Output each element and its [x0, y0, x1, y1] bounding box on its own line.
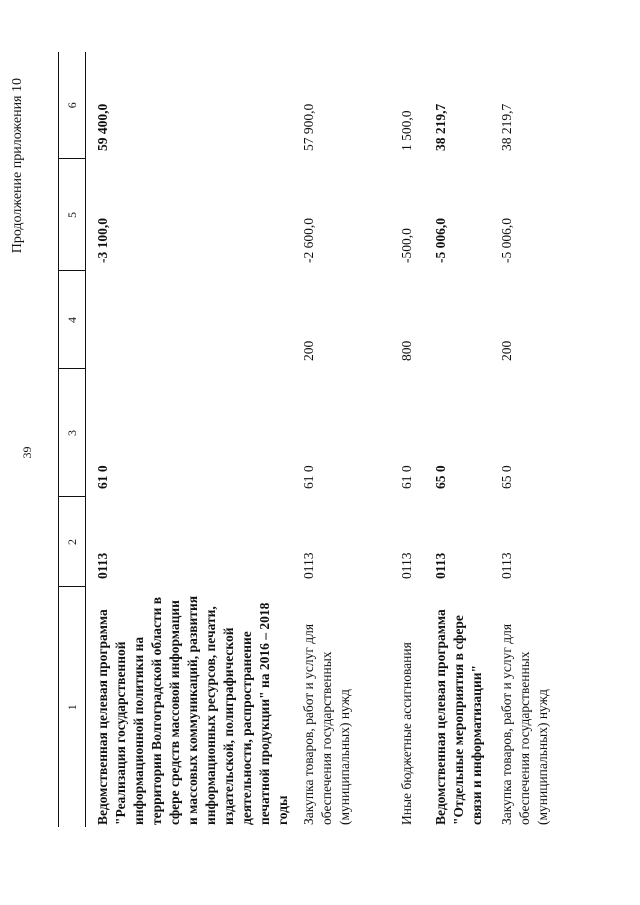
- change-amount-cell: -500,0: [399, 228, 414, 263]
- header-col-6: 6: [59, 52, 86, 159]
- header-col-4: 4: [59, 271, 86, 369]
- table-header-row: [59, 52, 86, 827]
- code-cell: 0113: [399, 552, 414, 579]
- page-number: 39: [20, 446, 34, 459]
- table-row: [490, 52, 560, 827]
- total-amount-cell: 59 400,0: [95, 103, 110, 151]
- header-col-3: 3: [59, 369, 86, 497]
- code-cell: 0113: [95, 552, 110, 579]
- program-code-cell: 61 0: [301, 465, 316, 489]
- table-row: [292, 52, 390, 827]
- row-name-cell: Ведомственная целевая программа "Отдельные мероприятия в сфере связи и информатизации": [433, 609, 484, 825]
- row-name-cell: Закупка товаров, работ и услуг для обеспечения государственных (муниципальных) нужд: [499, 623, 550, 825]
- expense-type-cell: [86, 271, 293, 369]
- table-row: [390, 52, 424, 827]
- change-amount-cell: -3 100,0: [95, 218, 110, 263]
- expense-type-cell: 800: [399, 340, 414, 361]
- row-name-cell: Иные бюджетные ассигнования: [399, 642, 414, 825]
- change-amount-cell: -2 600,0: [301, 218, 316, 263]
- program-code-cell: 65 0: [433, 465, 448, 489]
- total-amount-cell: 1 500,0: [399, 110, 414, 151]
- total-amount-cell: 38 219,7: [433, 103, 448, 151]
- header-col-2: 2: [59, 497, 86, 587]
- change-amount-cell: -5 006,0: [499, 218, 514, 263]
- change-amount-cell: -5 006,0: [433, 218, 448, 263]
- code-cell: 0113: [433, 552, 448, 579]
- code-cell: 0113: [499, 552, 514, 579]
- program-code-cell: 65 0: [499, 465, 514, 489]
- expense-type-cell: [424, 271, 490, 369]
- program-code-cell: 61 0: [399, 465, 414, 489]
- appendix-continuation-note: Продолжение приложения 10: [10, 78, 25, 254]
- budget-table: [58, 52, 560, 827]
- expense-type-cell: 200: [301, 340, 316, 361]
- code-cell: 0113: [301, 552, 316, 579]
- row-name-cell: Закупка товаров, работ и услуг для обеспечения государственных (муниципальных) нужд: [301, 623, 352, 825]
- program-code-cell: 61 0: [95, 465, 110, 489]
- expense-type-cell: 200: [499, 340, 514, 361]
- total-amount-cell: 38 219,7: [499, 103, 514, 151]
- total-amount-cell: 57 900,0: [301, 103, 316, 151]
- table-row: [86, 52, 293, 827]
- header-col-5: 5: [59, 159, 86, 271]
- row-name-cell: Ведомственная целевая программа "Реализация государственной информационной политики на территории Волгоградской области в сфере средств массовой информации и массовых коммуникаций, развития информационных ресурсов, печати, издательской, полиграфической деятельности, распространение печатной продукции" на 2016 – 2018 годы: [95, 595, 290, 825]
- table-row: [424, 52, 490, 827]
- header-col-1: 1: [59, 587, 86, 827]
